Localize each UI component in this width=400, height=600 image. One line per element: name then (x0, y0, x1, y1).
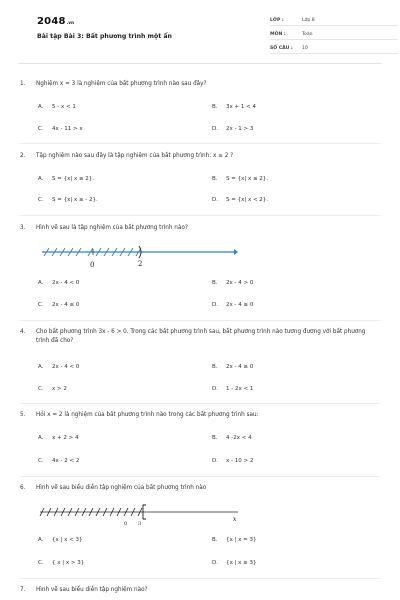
option-5a[interactable] (38, 435, 78, 441)
worksheet-header (18, 0, 382, 64)
option-text: { x | x > 3} (52, 560, 85, 566)
option-label: B. (212, 176, 218, 182)
option-label: A. (38, 176, 44, 182)
option-5b[interactable] (212, 435, 252, 441)
option-2d[interactable] (212, 197, 268, 203)
number-line-figure-q6 (38, 500, 248, 528)
option-label: B. (212, 280, 218, 286)
question-text: Hỏi x = 2 là nghiệm của bất phương trình nào trong các bất phương trình sau: (36, 412, 259, 418)
question-number: 2. (20, 153, 26, 159)
question-text: Cho bất phương trình 3x - 6 > 0. Trong các bất phương trình sau, bất phương trình nào tương đương với bất phương trình đã cho? (36, 329, 366, 344)
option-text: 2x - 4 ≥ 0 (226, 364, 254, 370)
option-label: B. (212, 537, 218, 543)
meta-value: 10 (302, 46, 308, 51)
meta-key: MÔN : (270, 32, 286, 37)
option-label: B. (212, 435, 218, 441)
question-number: 7. (20, 587, 26, 593)
question-7 (20, 586, 380, 595)
option-label: D. (212, 560, 218, 566)
option-5d[interactable] (212, 458, 253, 464)
option-6b[interactable] (212, 537, 256, 543)
option-3d[interactable] (212, 302, 253, 308)
divider (20, 143, 380, 144)
worksheet-title: Bài tập Bài 3: Bất phương trình một ẩn (37, 33, 172, 40)
option-label: A. (38, 435, 44, 441)
option-6c[interactable] (38, 560, 84, 566)
meta-row-subject (270, 32, 398, 40)
tick-label-zero: 0 (124, 521, 128, 527)
question-5 (20, 411, 380, 420)
option-2c[interactable] (38, 197, 98, 203)
axis-label-x: x (233, 516, 237, 523)
tick-label-two: 2 (138, 260, 143, 268)
option-text: 2x - 4 < 0 (52, 364, 80, 370)
option-1d[interactable] (212, 126, 253, 132)
question-4 (20, 328, 380, 346)
option-3c[interactable] (38, 302, 79, 308)
option-text: S = {x| x ≥ - 2}. (52, 197, 98, 203)
option-text: 2x - 4 < 0 (52, 280, 80, 286)
option-text: 2x - 4 ≥ 0 (226, 302, 254, 308)
option-label: C. (38, 197, 44, 203)
logo-suffix: .vn (66, 20, 75, 25)
option-text: x - 10 > 2 (226, 458, 254, 464)
logo-text: 2048 (37, 16, 66, 27)
option-text: 2x - 4 ≤ 0 (52, 302, 80, 308)
question-number: 3. (20, 225, 26, 231)
option-1c[interactable] (38, 126, 83, 132)
question-number: 1. (20, 81, 26, 87)
option-label: A. (38, 104, 44, 110)
option-label: B. (212, 104, 218, 110)
meta-row-count (270, 46, 398, 54)
option-3a[interactable] (38, 280, 79, 286)
axis-arrow (234, 249, 238, 255)
option-4d[interactable] (212, 386, 253, 392)
question-text: Tập nghiệm nào sau đây là tập nghiệm của bất phương trình: x ≤ 2 ? (36, 153, 234, 159)
meta-value: Lớp 8 (302, 18, 315, 23)
option-text: S = {x| x ≥ 2}. (52, 176, 95, 182)
option-text: x > 2 (52, 386, 67, 392)
option-label: A. (38, 537, 44, 543)
option-label: C. (38, 386, 44, 392)
meta-value: Toán (302, 32, 313, 37)
option-text: 2x - 1 > 3 (226, 126, 254, 132)
divider (20, 215, 380, 216)
option-label: C. (38, 458, 44, 464)
option-text: 5 - x < 1 (52, 104, 76, 110)
question-text: Hình vẽ sau biểu diễn tập nghiệm của bất phương trình nào (36, 485, 207, 491)
divider (20, 578, 380, 579)
question-text: Nghiệm x = 3 là nghiệm của bất phương trình nào sau đây? (36, 81, 207, 87)
divider (20, 320, 380, 321)
option-text: x + 2 > 4 (52, 435, 79, 441)
option-text: 3x + 1 < 4 (226, 104, 256, 110)
option-label: D. (212, 197, 218, 203)
option-1a[interactable] (38, 104, 76, 110)
meta-key: SỐ CÂU : (270, 46, 293, 51)
question-6 (20, 484, 380, 493)
option-label: D. (212, 386, 218, 392)
option-label: A. (38, 280, 44, 286)
option-4b[interactable] (212, 364, 253, 370)
option-text: {x | x < 3} (52, 537, 83, 543)
option-text: {x | x = 3} (226, 537, 257, 543)
question-number: 6. (20, 485, 26, 491)
option-label: D. (212, 458, 218, 464)
option-text: S = {x| x < 2}. (226, 197, 269, 203)
meta-row-class (270, 18, 398, 26)
option-text: 1 - 2x < 1 (226, 386, 254, 392)
question-2 (20, 152, 380, 161)
tick-label-three: 3 (138, 521, 142, 527)
option-label: C. (38, 560, 44, 566)
question-text: Hình vẽ sau biểu diễn tập nghiệm nào? (36, 587, 148, 593)
question-text: Hình vẽ sau là tập nghiệm của bất phương trình nào? (36, 225, 188, 231)
option-2a[interactable] (38, 176, 94, 182)
tick-label-zero: 0 (90, 261, 95, 269)
option-4c[interactable] (38, 386, 67, 392)
question-3 (20, 224, 380, 233)
divider (20, 403, 380, 404)
option-text: 4 -2x < 4 (226, 435, 252, 441)
option-2b[interactable] (212, 176, 268, 182)
option-label: C. (38, 126, 44, 132)
question-1 (20, 80, 380, 89)
option-4a[interactable] (38, 364, 79, 370)
option-text: S = {x| x ≤ 2}. (226, 176, 269, 182)
option-3b[interactable] (212, 280, 253, 286)
option-label: B. (212, 364, 218, 370)
option-label: D. (212, 302, 218, 308)
meta-key: LỚP : (270, 18, 284, 23)
divider (20, 476, 380, 477)
option-label: D. (212, 126, 218, 132)
question-number: 5. (20, 412, 26, 418)
question-number: 4. (20, 329, 26, 335)
option-label: C. (38, 302, 44, 308)
option-5c[interactable] (38, 458, 79, 464)
option-6a[interactable] (38, 537, 82, 543)
option-text: 2x - 4 > 0 (226, 280, 254, 286)
option-label: A. (38, 364, 44, 370)
option-text: 4x - 2 < 2 (52, 458, 80, 464)
number-line-figure-q3 (38, 240, 238, 274)
site-logo[interactable] (37, 16, 74, 27)
option-1b[interactable] (212, 104, 256, 110)
option-6d[interactable] (212, 560, 256, 566)
option-text: 4x - 11 > x (52, 126, 83, 132)
option-text: {x | x ≥ 3} (226, 560, 257, 566)
